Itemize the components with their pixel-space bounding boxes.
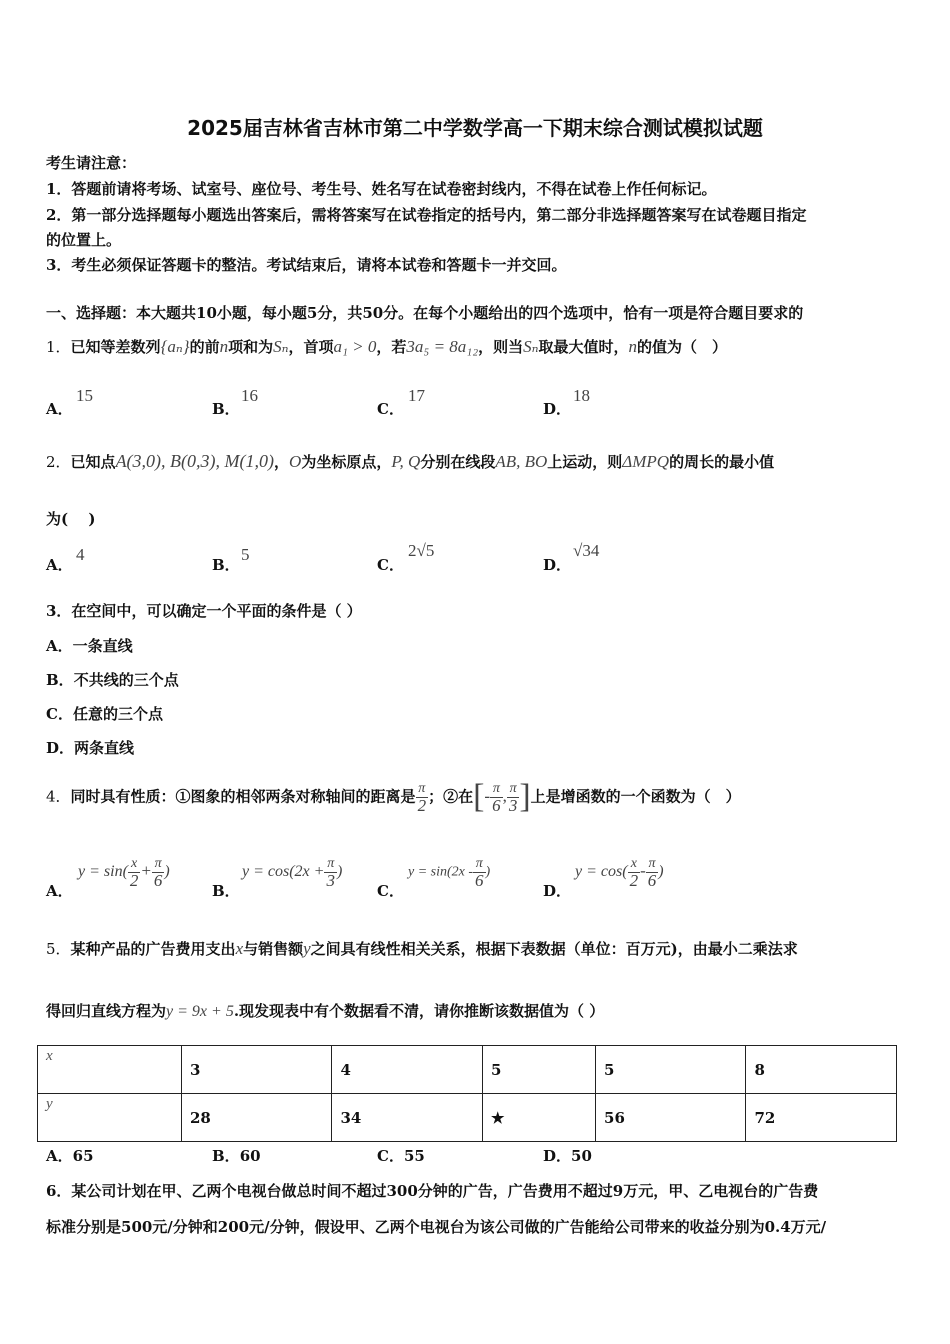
q4-math: -: [484, 786, 491, 806]
option-value: 一条直线: [72, 637, 133, 655]
option-value: 任意的三个点: [72, 705, 163, 723]
option-c[interactable]: C．: [377, 882, 404, 900]
option-b[interactable]: [46, 669, 179, 690]
q2-math: AB, BO: [495, 452, 548, 471]
q1-text: 已知等差数列: [70, 338, 161, 356]
question-2: [46, 451, 774, 472]
q5-math: x: [235, 939, 244, 958]
option-value: 55: [403, 1147, 425, 1165]
q5-text: 得回归直线方程为: [46, 1002, 167, 1020]
q1-math: n: [628, 337, 638, 356]
q5-math: y = 9x + 5: [166, 1003, 234, 1020]
q1-text: ，则当: [478, 338, 524, 356]
notice-item: 的位置上。: [46, 231, 122, 249]
question-number: 4．: [46, 787, 71, 806]
option-a[interactable]: A．: [46, 400, 73, 418]
option-b[interactable]: [212, 1145, 261, 1166]
question-number: 2．: [46, 453, 71, 471]
q4-text: ；②在: [428, 787, 474, 806]
option-b-value: 5: [241, 545, 250, 564]
q4-fraction: $\frac{\pi}{6}$: [492, 780, 501, 815]
q1-math: {aₙ}: [160, 337, 190, 356]
option-c[interactable]: [46, 703, 163, 724]
question-6-cont: 标准分别是500元/分钟和200元/分钟，假设甲、乙两个电视台为该公司做的广告能给公司带来的收益分别为0.4万元/: [46, 1218, 827, 1236]
option-label: A．: [46, 637, 73, 655]
question-number: 5．: [46, 940, 71, 958]
option-value: 不共线的三个点: [73, 671, 179, 689]
option-a[interactable]: A．: [46, 556, 73, 574]
question-4: 4．同时具有性质：①图象的相邻两条对称轴间的距离是 $\frac{\pi}{2}$ ；②在[- $\frac{\pi}{6}$ , $\frac{\pi}{3}$ ]上是增函数的一个函数为（ ）: [46, 778, 741, 815]
table-cell: 8: [746, 1046, 897, 1094]
option-d[interactable]: [543, 1145, 592, 1166]
option-label: B．: [212, 1147, 240, 1165]
q5-text: 之间具有线性相关关系，根据下表数据（单位：百万元)，由最小二乘法求: [310, 940, 798, 958]
left-bracket: [: [473, 778, 485, 815]
q4-text: 上是增函数的一个函数为（ ）: [530, 787, 741, 806]
table-header-x: x: [38, 1046, 182, 1094]
notice-heading: 考生请注意：: [46, 154, 137, 172]
q2-text: 为坐标原点，: [301, 453, 392, 471]
question-1: [46, 336, 727, 357]
table-header-y: y: [38, 1094, 182, 1142]
q1-math: 3a₅ = 8a₁₂: [406, 337, 479, 356]
question-5-cont: [46, 1000, 604, 1021]
q2-math: A(3,0), B(0,3), M(1,0): [115, 451, 275, 471]
option-value: 60: [239, 1147, 261, 1165]
q2-text: ，: [274, 453, 290, 471]
option-c-value: 17: [408, 386, 425, 405]
option-d-value: y = cos( $\frac{x}{2}$ - $\frac{\pi}{6}$ ): [575, 856, 664, 890]
option-value: 两条直线: [74, 739, 135, 757]
option-d-value: √34: [573, 541, 600, 560]
table-row: [38, 1094, 897, 1142]
option-b[interactable]: B．: [212, 882, 240, 900]
question-6: 6．某公司计划在甲、乙两个电视台做总时间不超过300分钟的广告，广告费用不超过9万元，甲、乙电视台的广告费: [46, 1182, 819, 1200]
option-d[interactable]: D．: [543, 400, 572, 418]
option-value: 50: [571, 1147, 592, 1165]
option-a[interactable]: A．: [46, 882, 73, 900]
option-c-value: 2√5: [408, 541, 435, 560]
table-cell: 56: [596, 1094, 746, 1142]
q2-text: 分别在线段: [420, 453, 496, 471]
option-a-value: y = sin( $\frac{x}{2}$ + $\frac{\pi}{6}$ ): [78, 856, 170, 890]
table-cell: 5: [482, 1046, 595, 1094]
table-cell: 34: [332, 1094, 482, 1142]
data-table: [37, 1045, 897, 1142]
table-cell: ★: [482, 1094, 595, 1142]
q2-text: 的周长的最小值: [669, 453, 775, 471]
q2-text: 为( ): [46, 510, 96, 528]
question-3: 3．在空间中，可以确定一个平面的条件是（ ）: [46, 602, 362, 620]
option-d[interactable]: D．: [543, 882, 572, 900]
q1-text: 的前: [189, 338, 220, 356]
option-c-value: y = sin(2x - $\frac{\pi}{6}$ ): [408, 856, 491, 890]
option-a[interactable]: [46, 1145, 94, 1166]
option-a[interactable]: [46, 635, 133, 656]
q1-text: ，若: [376, 338, 407, 356]
option-c[interactable]: C．: [377, 556, 404, 574]
q1-math: a₁ > 0: [333, 337, 377, 356]
q1-math: Sₙ: [523, 337, 539, 356]
table-cell: 28: [182, 1094, 332, 1142]
q1-math: n: [219, 337, 229, 356]
q2-text: 已知点: [70, 453, 116, 471]
q2-math: O: [289, 452, 302, 471]
table-cell: 3: [182, 1046, 332, 1094]
option-a-value: 4: [76, 545, 85, 564]
q5-math: y: [303, 939, 311, 958]
q5-text: 与销售额: [243, 940, 304, 958]
q2-math: ΔMPQ: [622, 452, 670, 471]
option-label: D．: [46, 739, 75, 757]
option-b-value: 16: [241, 386, 258, 405]
section-heading: 一、选择题：本大题共10小题，每小题5分，共50分。在每个小题给出的四个选项中，恰有一项是符合题目要求的: [46, 304, 804, 322]
option-label: C．: [377, 1147, 404, 1165]
option-label: A．: [46, 1147, 73, 1165]
question-5: [46, 938, 798, 959]
option-b[interactable]: B．: [212, 556, 240, 574]
option-d-value: 18: [573, 386, 590, 405]
q4-fraction: $\frac{\pi}{3}$: [508, 780, 518, 815]
option-b[interactable]: B．: [212, 400, 240, 418]
table-cell: 72: [746, 1094, 897, 1142]
option-label: C．: [46, 705, 73, 723]
option-a-value: 15: [76, 386, 93, 405]
q1-text: 项和为: [228, 338, 274, 356]
table-row: [38, 1046, 897, 1094]
question-number: 1．: [46, 338, 71, 356]
q1-text: 取最大值时，: [538, 338, 629, 356]
option-label: B．: [46, 671, 74, 689]
notice-item: 3．考生必须保证答题卡的整洁。考试结束后，请将本试卷和答题卡一并交回。: [46, 256, 567, 274]
q5-text: 某种产品的广告费用支出: [70, 940, 236, 958]
option-d[interactable]: D．: [543, 556, 572, 574]
right-bracket: ]: [519, 778, 531, 815]
q4-fraction: $\frac{\pi}{2}$: [417, 780, 427, 815]
q1-math: Sₙ: [273, 337, 289, 356]
q2-math: P, Q: [391, 452, 421, 471]
notice-item: 2．第一部分选择题每小题选出答案后，需将答案写在试卷指定的括号内，第二部分非选择题答案写在试卷题目指定: [46, 206, 807, 224]
option-value: 65: [72, 1147, 94, 1165]
notice-item: 1．答题前请将考场、试室号、座位号、考生号、姓名写在试卷密封线内，不得在试卷上作任何标记。: [46, 180, 717, 198]
option-d[interactable]: [46, 737, 134, 758]
table-cell: 4: [332, 1046, 482, 1094]
option-b-value: y = cos(2x + $\frac{\pi}{3}$ ): [242, 856, 343, 890]
q2-text: 上运动，则: [547, 453, 623, 471]
q4-text: 同时具有性质：①图象的相邻两条对称轴间的距离是: [70, 787, 416, 806]
option-label: D．: [543, 1147, 572, 1165]
table-cell: 5: [596, 1046, 746, 1094]
page-title: 2025届吉林省吉林市第二中学数学高一下期末综合测试模拟试题: [187, 116, 763, 140]
q5-text: .现发现表中有个数据看不清，请你推断该数据值为（ ）: [233, 1002, 605, 1020]
option-c[interactable]: C．: [377, 400, 404, 418]
q1-text: 的值为（ ）: [637, 338, 728, 356]
option-c[interactable]: [377, 1145, 425, 1166]
q1-text: ，首项: [288, 338, 334, 356]
